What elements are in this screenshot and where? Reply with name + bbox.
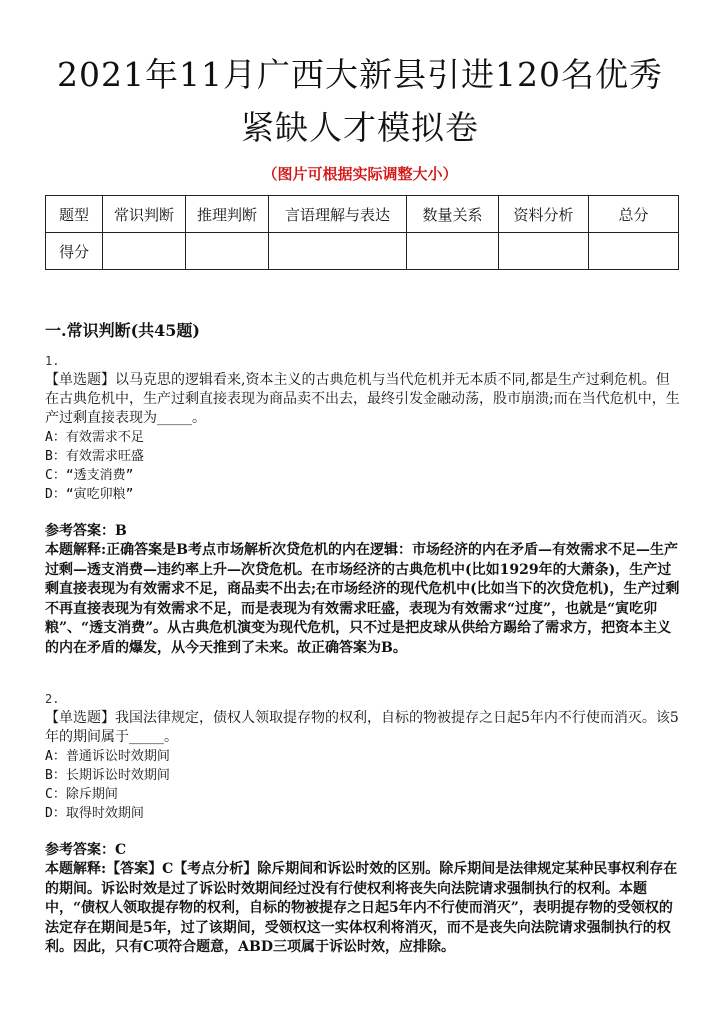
header-cell: 常识判断 — [103, 196, 186, 233]
score-cell — [186, 233, 269, 270]
header-cell: 题型 — [46, 196, 103, 233]
header-cell: 资料分析 — [499, 196, 589, 233]
page-title-line-2: 紧缺人才模拟卷 — [241, 108, 479, 147]
option-c: C：除斥期间 — [45, 787, 118, 802]
reference-answer: 参考答案：C — [45, 842, 127, 858]
score-cell — [269, 233, 407, 270]
question-stem: 【单选题】以马克思的逻辑看来,资本主义的古典危机与当代危机并无本质不同,都是生产过剩危机。但在古典危机中，生产过剩直接表现为商品卖不出去，最终引发金融动荡，股市崩溃;而在当代危机中，生产过剩直接表现为_____。 — [45, 372, 680, 426]
header-cell: 总分 — [589, 196, 679, 233]
option-d: D：“寅吃卯粮” — [45, 487, 134, 502]
option-b: B：有效需求旺盛 — [45, 449, 144, 464]
header-cell: 数量关系 — [407, 196, 499, 233]
option-a: A：有效需求不足 — [45, 430, 144, 445]
section-heading: 一.常识判断(共45题) — [45, 321, 200, 340]
page-title-line-1: 2021年11月广西大新县引进120名优秀 — [57, 55, 663, 94]
question-number: 2. — [45, 692, 60, 706]
score-table — [45, 195, 679, 270]
option-a: A：普通诉讼时效期间 — [45, 749, 170, 764]
question-block — [45, 352, 680, 658]
score-row-label: 得分 — [46, 233, 103, 270]
score-cell — [589, 233, 679, 270]
score-table-score-row — [46, 233, 679, 270]
score-table-header-row — [46, 196, 679, 233]
header-cell: 言语理解与表达 — [269, 196, 407, 233]
answer-explanation: 本题解释:【答案】C【考点分析】除斥期间和诉讼时效的区别。除斥期间是法律规定某种民事权利存在的期间。诉讼时效是过了诉讼时效期间经过没有行使权利将丧失向法院请求强制执行的权利。本题中，“债权人领取提存物的权利，自标的物被提存之日起5年内不行使而消灭”，表明提存物的受领权的法定存在期间是5年，过了该期间，受领权这一实体权利将消灭，而不是丧失向法院请求强制执行的权利。因此，只有C项符合题意，ABD三项属于诉讼时效，应排除。 — [45, 861, 678, 955]
option-c: C：“透支消费” — [45, 468, 134, 483]
answer-explanation: 本题解释:正确答案是B考点市场解析次贷危机的内在逻辑：市场经济的内在矛盾—有效需求不足—生产过剩—透支消费—违约率上升—次贷危机。在市场经济的古典危机中(比如1929年的大萧条)，生产过剩直接表现为有效需求不足，商品卖不出去;在市场经济的现代危机中(比如当下的次贷危机)，生产过剩不再直接表现为有效需求不足，而是表现为有效需求旺盛，表现为有效需求“过度”，也就是“寅吃卯粮”、“透支消费”。从古典危机演变为现代危机，只不过是把皮球从供给方踢给了需求方，把资本主义的内在矛盾的爆发，从今天推到了未来。故正确答案为B。 — [45, 542, 680, 656]
resize-note: （图片可根据实际调整大小） — [262, 165, 458, 183]
question-block — [45, 690, 680, 958]
question-number: 1. — [45, 354, 60, 368]
option-b: B：长期诉讼时效期间 — [45, 768, 170, 783]
reference-answer: 参考答案：B — [45, 523, 127, 539]
question-stem: 【单选题】我国法律规定，债权人领取提存物的权利，自标的物被提存之日起5年内不行使而消灭。该5年的期间属于_____。 — [45, 710, 679, 745]
score-cell — [103, 233, 186, 270]
header-cell: 推理判断 — [186, 196, 269, 233]
score-cell — [407, 233, 499, 270]
score-cell — [499, 233, 589, 270]
option-d: D：取得时效期间 — [45, 806, 144, 821]
